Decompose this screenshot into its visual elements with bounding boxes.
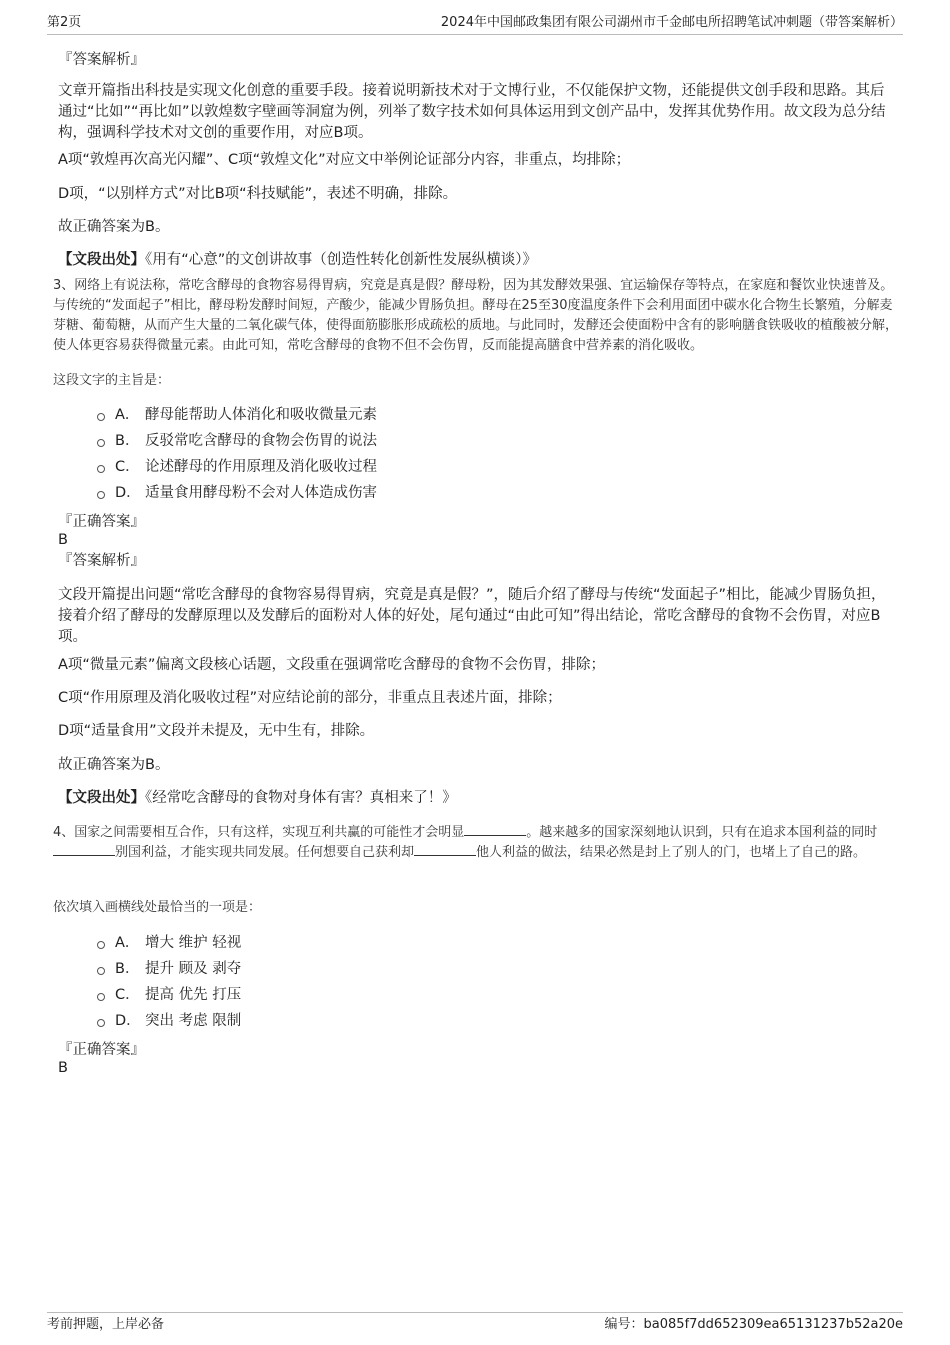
blank-2 <box>53 843 115 856</box>
q3-analysis-para4: D项“适量食用”文段并未提及，无中生有，排除。 <box>58 723 375 739</box>
q3-option-c[interactable]: C． 论述酵母的作用原理及消化吸收过程 <box>97 457 377 477</box>
q2-analysis-label: 『答案解析』 <box>58 52 145 68</box>
q2-analysis-para2: A项“敦煌再次高光闪耀”、C项“敦煌文化”对应文中举例论证部分内容，非重点，均排除； <box>58 152 631 168</box>
radio-icon[interactable] <box>97 1019 105 1027</box>
q3-option-d[interactable]: D． 适量食用酵母粉不会对人体造成伤害 <box>97 483 377 503</box>
radio-icon[interactable] <box>97 413 105 421</box>
radio-icon[interactable] <box>97 465 105 473</box>
q2-source <box>58 250 898 271</box>
q4-answer-label: 『正确答案』 <box>58 1042 145 1058</box>
radio-icon[interactable] <box>97 941 105 949</box>
q3-stem: 3、网络上有说法称，常吃含酵母的食物容易得胃病，究竟是真是假？酵母粉，因为其发酵效果强、宜运输保存等特点，在家庭和餐饮业快速普及。与传统的“发面起子”相比，酵母粉发酵时间短，产酸少，能减少胃肠负担。酵母在25至30度温度条件下会利用面团中碳水化合物生长繁殖，分解麦芽糖、葡萄糖，从而产生大量的二氧化碳气体，使得面筋膨胀形成疏松的质地。与此同时，发酵还会使面粉中含有的影响膳食铁吸收的植酸被分解，使人体更容易获得微量元素。由此可知，常吃含酵母的食物不但不会伤胃，反而能提高膳食中营养素的消化吸收。 <box>53 278 899 353</box>
q3-source-label: 【文段出处】 <box>58 790 145 806</box>
q3-analysis-para3: C项“作用原理及消化吸收过程”对应结论前的部分，非重点且表述片面，排除； <box>58 690 562 706</box>
blank-1 <box>464 823 526 836</box>
q2-source-text: 《用有“心意”的文创讲故事（创造性转化创新性发展纵横谈）》 <box>145 252 538 268</box>
q4-answer: B <box>58 1060 68 1076</box>
q3-source-text: 《经常吃含酵母的食物对身体有害？真相来了！》 <box>145 790 457 806</box>
radio-icon[interactable] <box>97 993 105 1001</box>
q3-analysis-para2: A项“微量元素”偏离文段核心话题，文段重在强调常吃含酵母的食物不会伤胃，排除； <box>58 657 605 673</box>
q3-option-a[interactable]: A． 酵母能帮助人体消化和吸收微量元素 <box>97 405 377 425</box>
q2-source-label: 【文段出处】 <box>58 252 145 268</box>
q4-question: 依次填入画横线处最恰当的一项是： <box>53 900 262 915</box>
q4-stem: 4、国家之间需要相互合作，只有这样，实现互利共赢的可能性才会明显 。越来越多的国家深刻地认识到，只有在追求本国利益的同时别国利益，才能实现共同发展。任何想要自己获利却 他人利益的做法，结果必然是封上了别人的门，也堵上了自己的路。 <box>53 825 878 860</box>
q3-analysis-para5: 故正确答案为B。 <box>58 757 170 773</box>
q3-analysis-para1: 文段开篇提出问题“常吃含酵母的食物容易得胃病，究竟是真是假？”，随后介绍了酵母与传统“发面起子”相比，能减少胃肠负担，接着介绍了酵母的发酵原理以及发酵后的面粉对人体的好处，尾句通过“由此可知”得出结论，常吃含酵母的食物不会伤胃，对应B项。 <box>58 587 886 645</box>
q4-option-b[interactable]: B． 提升 顾及 剥夺 <box>97 959 241 979</box>
q3-analysis-label: 『答案解析』 <box>58 553 145 569</box>
q3-answer: B <box>58 532 68 548</box>
blank-3 <box>414 843 476 856</box>
q3-question: 这段文字的主旨是： <box>53 373 171 388</box>
footer-slogan: 考前押题，上岸必备 <box>47 1317 165 1332</box>
q2-analysis-para3: D项，“以别样方式”对比B项“科技赋能”，表述不明确，排除。 <box>58 186 458 202</box>
document-title: 2024年中国邮政集团有限公司湖州市千金邮电所招聘笔试冲刺题（带答案解析） <box>440 15 903 30</box>
q2-analysis-para1: 文章开篇指出科技是实现文化创意的重要手段。接着说明新技术对于文博行业，不仅能保护文物，还能提供文创手段和思路。其后通过“比如”“再比如”以敦煌数字壁画等洞窟为例，列举了数字技术如何具体运用到文创产品中，发挥其优势作用。故文段为总分结构，强调科学技术对文创的重要作用，对应B项。 <box>58 83 886 141</box>
page-number: 第2页 <box>47 15 82 30</box>
q2-analysis-para4: 故正确答案为B。 <box>58 219 170 235</box>
q3-source <box>58 788 898 809</box>
q4-option-d[interactable]: D． 突出 考虑 限制 <box>97 1011 241 1031</box>
q3-option-b[interactable]: B． 反驳常吃含酵母的食物会伤胃的说法 <box>97 431 377 451</box>
q4-option-a[interactable]: A． 增大 维护 轻视 <box>97 933 241 953</box>
radio-icon[interactable] <box>97 491 105 499</box>
document-id: 编号：ba085f7dd652309ea65131237b52a20e <box>604 1317 903 1332</box>
page-footer <box>47 1312 903 1337</box>
radio-icon[interactable] <box>97 967 105 975</box>
q4-option-c[interactable]: C． 提高 优先 打压 <box>97 985 241 1005</box>
radio-icon[interactable] <box>97 439 105 447</box>
q3-answer-label: 『正确答案』 <box>58 514 145 530</box>
page-header <box>47 14 903 35</box>
